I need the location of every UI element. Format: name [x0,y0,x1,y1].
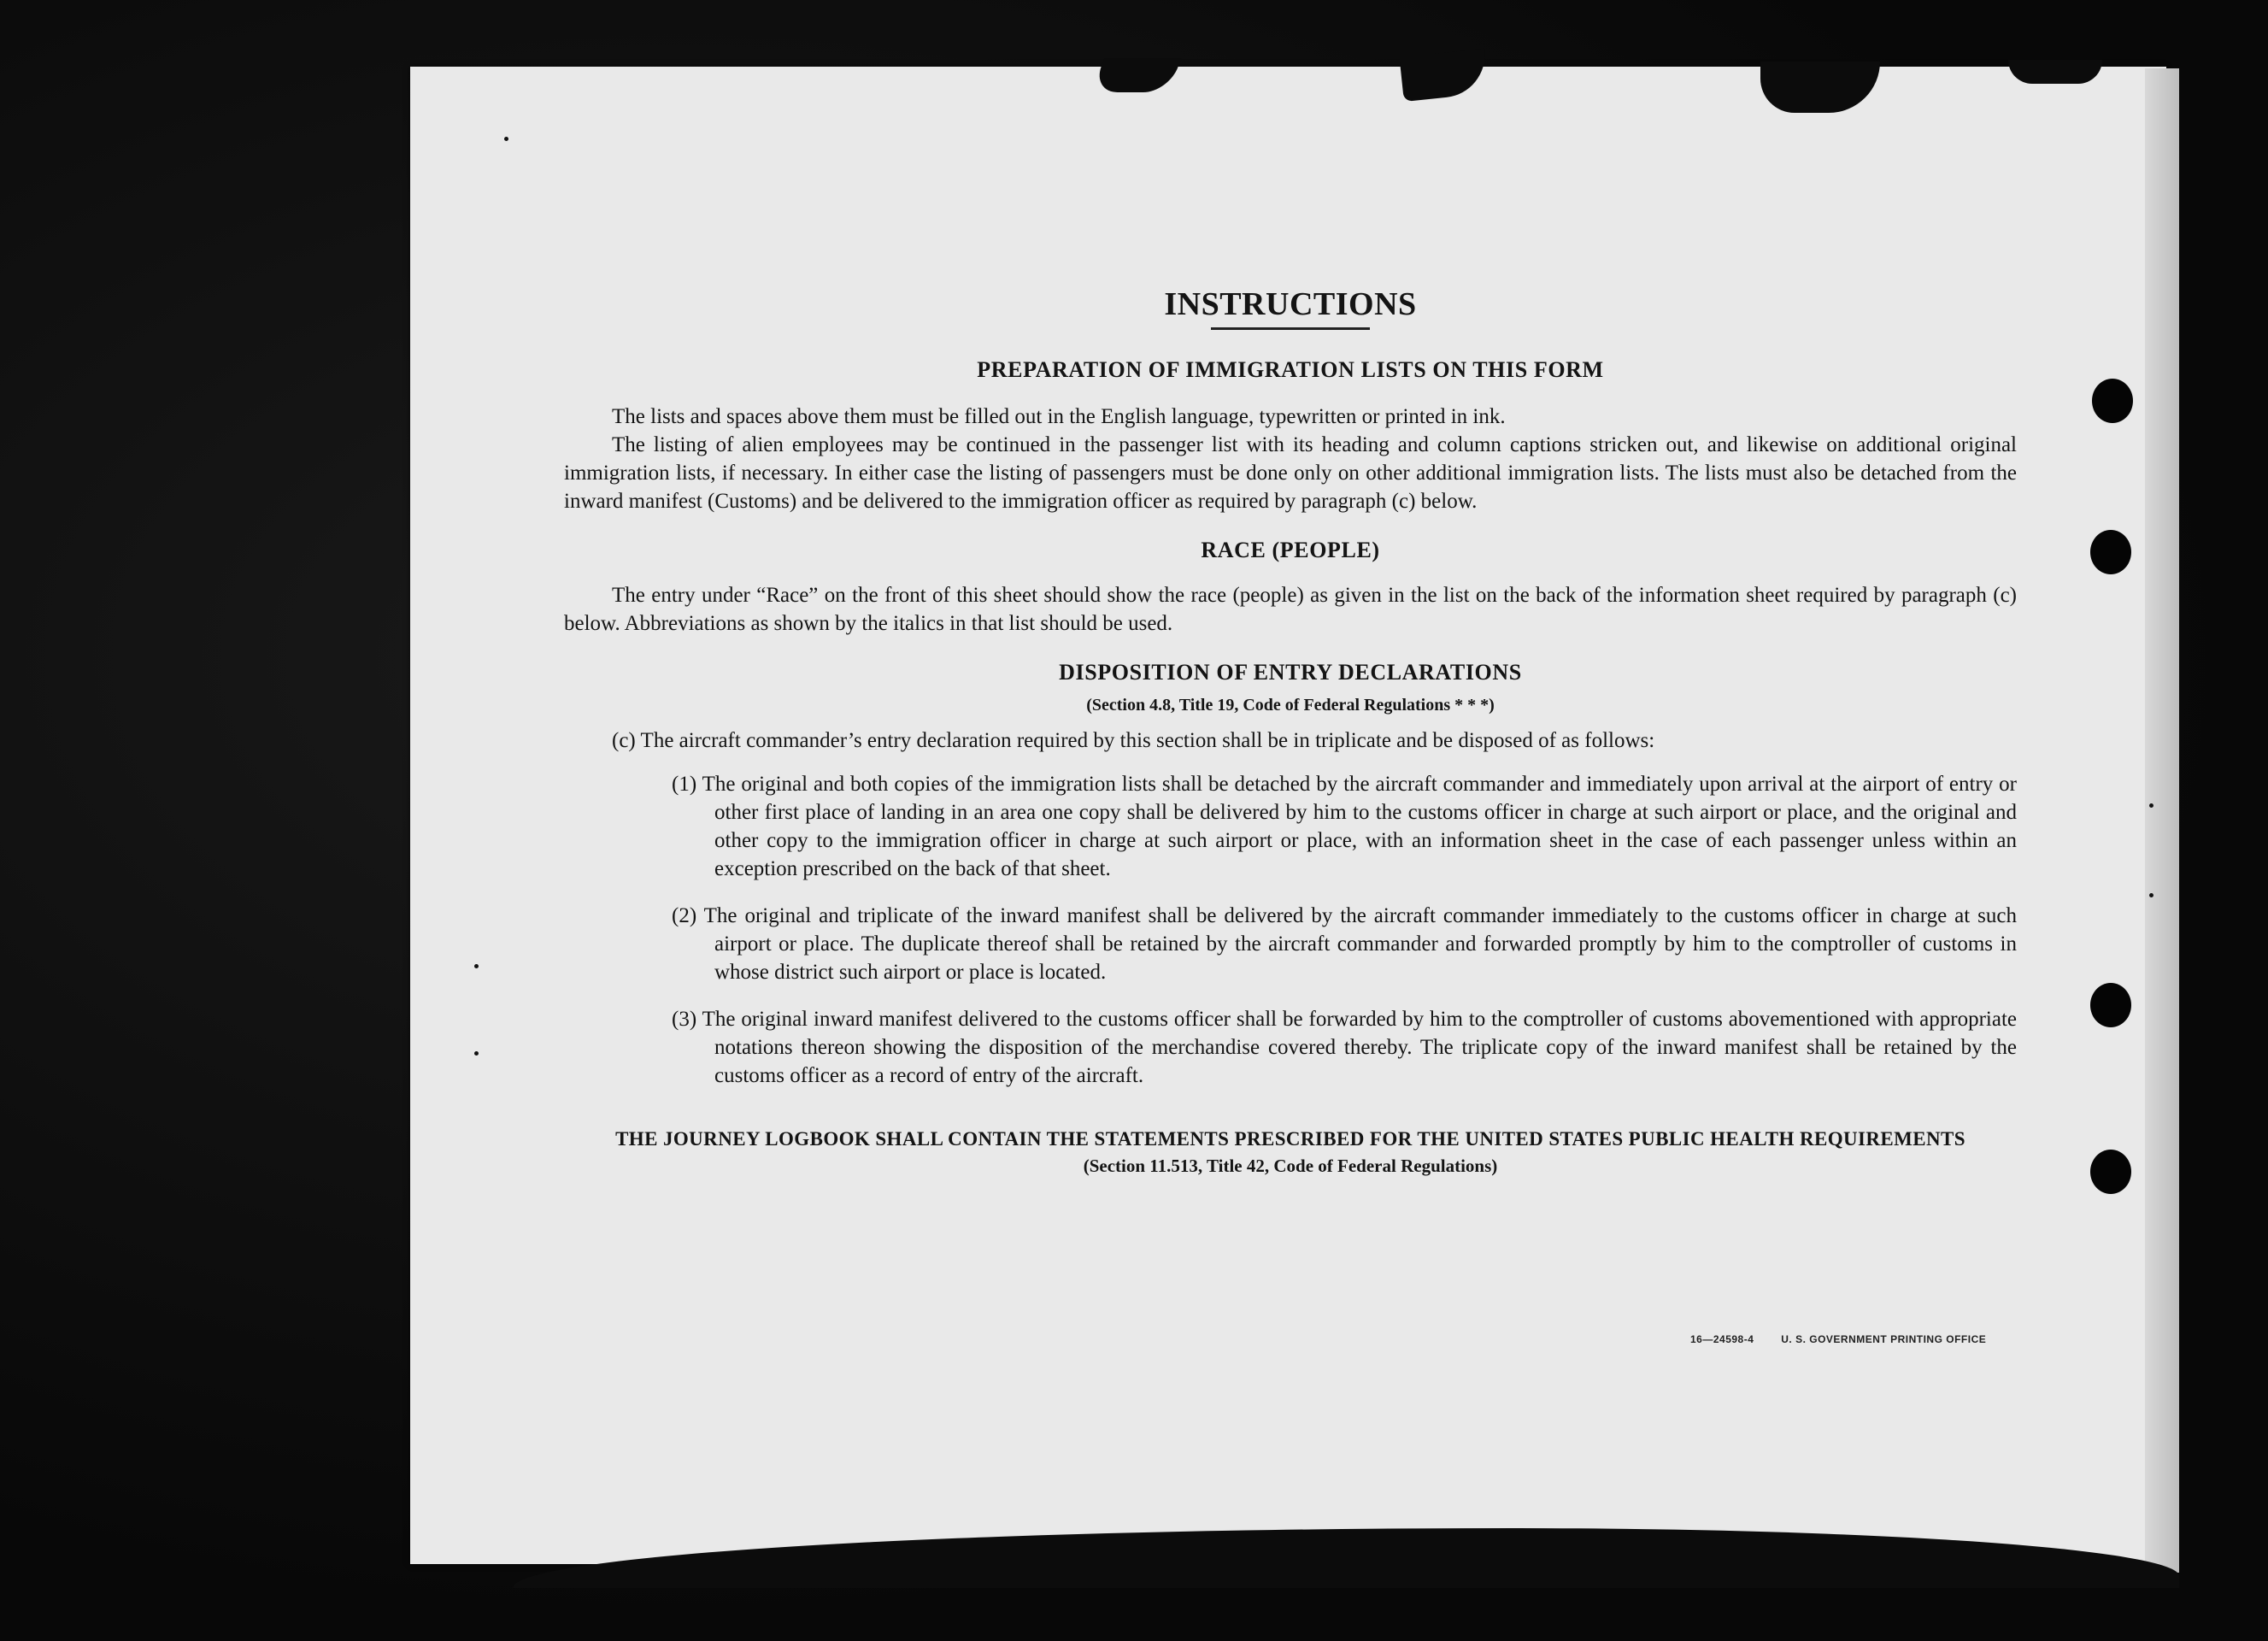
speck [474,1051,479,1056]
torn-edge [2008,60,2102,84]
race-paragraph: The entry under “Race” on the front of this sheet should show the race (people) as given in the list on the back of the information sheet required by paragraph (c) below. Abbreviations as shown by the italics in that list should be used. [564,584,2017,635]
punch-hole [2090,983,2131,1027]
disposition-intro: (c) The aircraft commander’s entry declaration required by this section shall be in triplicate and be disposed of as follows: [612,729,1655,752]
speck [2149,893,2153,897]
disposition-item-2: (2) The original and triplicate of the inward manifest shall be delivered by the aircraft commander immediately to the customs officer in charge at such airport or place. The duplicate thereof shall be retained by the aircraft commander and forwarded promptly by him to the comptroller of customs in whose district such airport or place is located. [672,904,2017,984]
printer-name: U. S. GOVERNMENT PRINTING OFFICE [1781,1333,1987,1345]
instructions-body [564,286,2017,1179]
punch-hole [2090,1150,2131,1194]
punch-hole [2092,379,2133,423]
title-rule [1211,327,1370,330]
speck [474,964,479,968]
section-heading-disposition: DISPOSITION OF ENTRY DECLARATIONS [1059,660,1522,685]
punch-hole [2090,530,2131,574]
printer-imprint [1690,1333,2010,1345]
print-code: 16—24598-4 [1690,1333,1754,1345]
section-heading-preparation: PREPARATION OF IMMIGRATION LISTS ON THIS FORM [977,357,1604,382]
disposition-item-1: (1) The original and both copies of the immigration lists shall be detached by the aircraft commander and immediately upon arrival at the airport of entry or other first place of landing in an area one copy shall be delivered by him to the customs officer in charge at such airport or place, and the original and other copy to the immigration officer in charge at such airport or place, with an information sheet in the case of each passenger unless within an exception prescribed on the back of that sheet. [672,773,2017,880]
public-health-citation: (Section 11.513, Title 42, Code of Federal Regulations) [1083,1156,1498,1176]
disposition-citation: (Section 4.8, Title 19, Code of Federal Regulations * * *) [1086,696,1495,715]
page-title: INSTRUCTIONS [1164,286,1417,322]
preparation-paragraph-2: The listing of alien employees may be continued in the passenger list with its heading and column captions stricken out, and likewise on additional original immigration lists, if necessary. In either case the listing of passengers must be done only on other additional immigration lists. The lists must also be detached from the inward manifest (Customs) and be delivered to the immigration officer as required by paragraph (c) below. [564,433,2017,513]
speck [504,137,508,141]
page-edge [2145,68,2179,1573]
speck [2149,803,2153,808]
public-health-statement: THE JOURNEY LOGBOOK SHALL CONTAIN THE STATEMENTS PRESCRIBED FOR THE UNITED STATES PUBLIC HEALTH REQUIREMENTS [615,1128,1965,1150]
section-heading-race: RACE (PEOPLE) [1201,538,1380,562]
disposition-item-3: (3) The original inward manifest delivered to the customs officer shall be forwarded by him to the comptroller of customs abovementioned with appropriate notations thereon showing the disposition of the merchandise covered thereby. The triplicate copy of the inward manifest shall be retained by the customs officer as a record of entry of the aircraft. [672,1008,2017,1087]
preparation-paragraph-1: The lists and spaces above them must be filled out in the English language, typewritten or printed in ink. [612,405,1506,428]
